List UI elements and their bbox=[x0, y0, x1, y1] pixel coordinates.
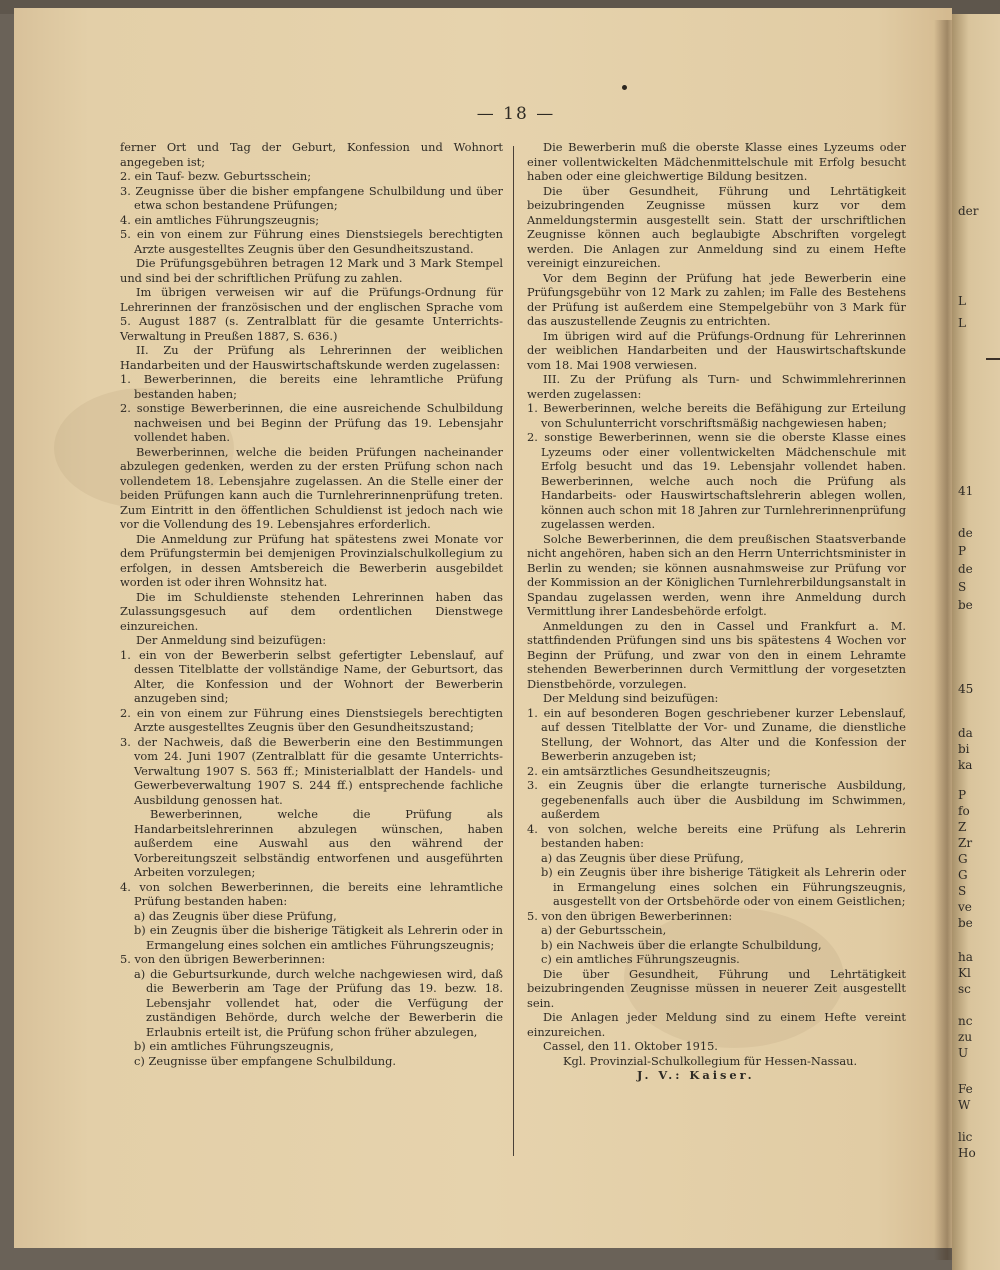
adjacent-page-fragment: zu bbox=[958, 1030, 973, 1044]
adjacent-page-fragment: Ho bbox=[958, 1146, 976, 1160]
adjacent-page-fragment: de bbox=[958, 562, 973, 576]
adjacent-page-fragment: be bbox=[958, 598, 973, 612]
paragraph: Die Anlagen jeder Meldung sind zu einem Hefte vereint einzureichen. bbox=[527, 1010, 906, 1039]
adjacent-page-fragment: ka bbox=[958, 758, 973, 772]
sub-list-item: b) ein Nachweis über die erlangte Schulbildung, bbox=[541, 937, 822, 952]
adjacent-page-fragment: P bbox=[958, 544, 967, 558]
left-column bbox=[120, 140, 503, 1068]
page-number: — 18 — bbox=[476, 104, 556, 124]
paragraph: Im übrigen wird auf die Prüfungs-Ordnung für Lehrerinnen der weiblichen Handarbeiten und der Hauswirtschaftskunde vom 18. Mai 1908 verwiesen. bbox=[527, 328, 906, 372]
section-heading: II. Zu der Prüfung als Lehrerinnen der weiblichen Handarbeiten und der Hauswirtschaftskunde werden zugelassen: bbox=[120, 343, 503, 372]
paragraph: Solche Bewerberinnen, die dem preußischen Staatsverbande nicht angehören, haben sich an den Herrn Unterrichtsminister in Berlin zu wenden; sie können ausnahmsweise zur Prüfung vor der Kommission an der Königlichen Turnlehrerbildungsanstalt in Spandau zugelassen werden, wenn ihre Anmeldung durch Vermittlung ihrer Landesbehörde erfolgt. bbox=[527, 531, 906, 618]
sub-list-item: b) ein amtliches Führungszeugnis, bbox=[134, 1039, 334, 1053]
adjacent-page-fragment: S bbox=[958, 580, 967, 594]
paragraph: Die Bewerberin muß die oberste Klasse eines Lyzeums oder einer vollentwickelten Mädchenmittelschule mit Erfolg besucht haben oder eine gleichwertige Bildung besitzen. bbox=[527, 140, 906, 183]
paragraph: Die Prüfungsgebühren betragen 12 Mark und 3 Mark Stempel und sind bei der schriftlichen Prüfung zu zahlen. bbox=[120, 256, 503, 285]
adjacent-page-fragment: W bbox=[958, 1098, 971, 1112]
adjacent-page-fragment: ve bbox=[958, 900, 972, 914]
paragraph: ferner Ort und Tag der Geburt, Konfession und Wohnort angegeben ist; bbox=[120, 140, 503, 169]
list-item: 1. ein von der Bewerberin selbst gefertigter Lebenslauf, auf dessen Titelblatte der vollständige Name, der Geburtsort, das Alter, die Konfession und der Wohnort der Bewerberin anzugeben sind; bbox=[120, 647, 503, 705]
list-item: 2. ein Tauf- bezw. Geburtsschein; bbox=[120, 169, 312, 183]
adjacent-page-fragment: Kl bbox=[958, 966, 971, 980]
adjacent-page-edge bbox=[952, 14, 1000, 1270]
paragraph: Bewerberinnen, welche die beiden Prüfungen nacheinander abzulegen gedenken, werden zu der ersten Prüfung schon nach vollendetem 18. Lebensjahre zugelassen. An die Stelle einer der beiden Prüfungen kann auch die Turnlehrerinnenprüfung treten. Zum Eintritt in den öffentlichen Schuldienst ist jedoch nach wie vor die Vollendung des 19. Lebensjahres erforderlich. bbox=[120, 444, 503, 531]
paragraph: Der Anmeldung sind beizufügen: bbox=[136, 633, 327, 647]
signature-name: J. V.: Kaiser. bbox=[637, 1068, 755, 1082]
paragraph: Die Anmeldung zur Prüfung hat spätestens zwei Monate vor dem Prüfungstermin bei demjenigen Provinzialschulkollegium zu erfolgen, in dessen Amtsbereich die Bewerberin ausgebildet worden ist oder ihren Wohnsitz hat. bbox=[120, 531, 503, 589]
list-item: 5. von den übrigen Bewerberinnen: bbox=[120, 952, 326, 966]
list-item: 2. sonstige Bewerberinnen, die eine ausreichende Schulbildung nachweisen und bei Beginn der Prüfung das 19. Lebensjahr vollendet haben. bbox=[120, 401, 503, 444]
sub-list-item: a) der Geburtsschein, bbox=[541, 923, 667, 937]
sub-list-item: a) die Geburtsurkunde, durch welche nachgewiesen wird, daß die Bewerberin am Tage der Prüfung das 19. bezw. 18. Lebensjahr vollendet hat, oder die Verfügung der zuständigen Behörde, durch welche der Bewerberin die Erlaubnis erteilt ist, die Prüfung schon früher abzulegen, bbox=[134, 966, 503, 1039]
paragraph: Die im Schuldienste stehenden Lehrerinnen haben das Zulassungsgesuch auf dem ordentlichen Dienstwege einzureichen. bbox=[120, 589, 503, 633]
signature-authority: Kgl. Provinzial-Schulkollegium für Hessen-Nassau. bbox=[563, 1053, 858, 1068]
paragraph: Anmeldungen zu den in Cassel und Frankfurt a. M. stattfindenden Prüfungen sind uns bis spätestens 4 Wochen vor Beginn der Prüfung, und zwar von den in einem Lehramte stehenden Bewerberinnen durch Vermittlung der vorgesetzten Dienstbehörde, vorzulegen. bbox=[527, 618, 906, 691]
right-column bbox=[527, 140, 906, 1083]
adjacent-page-fragment: be bbox=[958, 916, 973, 930]
adjacent-page-fragment: nc bbox=[958, 1014, 973, 1028]
adjacent-page-fragment: 41 bbox=[958, 484, 974, 498]
list-item: 2. sonstige Bewerberinnen, wenn sie die oberste Klasse eines Lyzeums oder einer vollentwickelten Mädchenschule mit Erfolg besucht und das 19. Lebensjahr vollendet haben. Bewerberinnen, welche auch noch die Prüfung als Handarbeits- oder Hauswirtschaftslehrerin ablegen wollen, können auch schon mit 18 Jahren zur Turnlehrerinnenprüfung zugelassen werden. bbox=[527, 430, 906, 531]
adjacent-page-fragment: S bbox=[958, 884, 967, 898]
list-item: 4. von solchen Bewerberinnen, die bereits eine lehramtliche Prüfung bestanden haben: bbox=[120, 879, 503, 908]
paragraph: Bewerberinnen, welche die Prüfung als Handarbeitslehrerinnen abzulegen wünschen, haben außerdem eine Auswahl aus den während der Vorbereitungszeit selbständig entworfenen und ausgeführten Arbeiten vorzulegen; bbox=[134, 807, 503, 879]
sub-list-item: a) das Zeugnis über diese Prüfung, bbox=[541, 850, 744, 865]
adjacent-page-fragment: P bbox=[958, 788, 967, 802]
adjacent-page-fragment: da bbox=[958, 726, 973, 740]
list-item: 3. ein Zeugnis über die erlangte turnerische Ausbildung, gegebenenfalls auch über die Ausbildung im Schwimmen, außerdem bbox=[527, 778, 906, 821]
paragraph: Die über Gesundheit, Führung und Lehrtätigkeit beizubringenden Zeugnisse müssen kurz vor dem Anmeldungstermin ausgestellt sein. Statt der urschriftlichen Zeugnisse können auch beglaubigte Abschriften vorgelegt werden. Die Anlagen zur Anmeldung sind zu einem Hefte vereinigt einzureichen. bbox=[527, 183, 906, 270]
list-item: 1. Bewerberinnen, welche bereits die Befähigung zur Erteilung von Schulunterricht vorschriftsmäßig nachgewiesen haben; bbox=[527, 401, 906, 430]
paragraph: Vor dem Beginn der Prüfung hat jede Bewerberin eine Prüfungsgebühr von 12 Mark zu zahlen; im Falle des Bestehens der Prüfung ist außerdem eine Stempelgebühr von 3 Mark für das auszustellende Zeugnis zu entrichten. bbox=[527, 270, 906, 328]
adjacent-page-fragment: Z bbox=[958, 820, 967, 834]
adjacent-page-fragment: 45 bbox=[958, 682, 974, 696]
adjacent-page-fragment: der bbox=[958, 204, 979, 218]
list-item: 4. ein amtliches Führungszeugnis; bbox=[120, 212, 320, 227]
adjacent-page-fragment: sc bbox=[958, 982, 971, 996]
paragraph: Die über Gesundheit, Führung und Lehrtätigkeit beizubringenden Zeugnisse müssen in neuerer Zeit ausgestellt sein. bbox=[527, 966, 906, 1010]
adjacent-page-fragment: L bbox=[958, 316, 966, 330]
section-heading: III. Zu der Prüfung als Turn- und Schwimmlehrerinnen werden zugelassen: bbox=[527, 372, 906, 401]
list-item: 2. ein amtsärztliches Gesundheitszeugnis; bbox=[527, 763, 771, 778]
sub-list-item: b) ein Zeugnis über ihre bisherige Tätigkeit als Lehrerin oder in Ermangelung eines solchen ein Führungszeugnis, ausgestellt von der Ortsbehörde oder von einem Geistlichen; bbox=[541, 865, 906, 908]
sub-list-item: a) das Zeugnis über diese Prüfung, bbox=[134, 908, 337, 923]
adjacent-page-fragment: ha bbox=[958, 950, 973, 964]
paragraph: Der Meldung sind beizufügen: bbox=[543, 691, 719, 705]
sub-list-item: b) ein Zeugnis über die bisherige Tätigkeit als Lehrerin oder in Ermangelung eines solchen ein amtliches Führungszeugnis; bbox=[134, 923, 503, 952]
adjacent-page-fragment: U bbox=[958, 1046, 969, 1060]
adjacent-page-fragment: fo bbox=[958, 804, 970, 818]
adjacent-page-fragment: G bbox=[958, 868, 968, 882]
list-item: 1. ein auf besonderen Bogen geschriebener kurzer Lebenslauf, auf dessen Titelblatte der Vor- und Zuname, die dienstliche Stellung, der Wohnort, das Alter und die Konfession der Bewerberin anzugeben ist; bbox=[527, 705, 906, 763]
list-item: 5. ein von einem zur Führung eines Dienstsiegels berechtigten Arzte ausgestelltes Zeugnis über den Gesundheitszustand. bbox=[120, 227, 503, 256]
adjacent-page-fragment: de bbox=[958, 526, 973, 540]
list-item: 2. ein von einem zur Führung eines Dienstsiegels berechtigten Arzte ausgestelltes Zeugnis über den Gesundheitszustand; bbox=[120, 705, 503, 734]
adjacent-page-fragment: lic bbox=[958, 1130, 973, 1144]
column-divider bbox=[513, 146, 514, 1156]
list-item: 4. von solchen, welche bereits eine Prüfung als Lehrerin bestanden haben: bbox=[527, 821, 906, 850]
adjacent-page-rule bbox=[986, 358, 1000, 360]
sub-list-item: c) Zeugnisse über empfangene Schulbildung. bbox=[134, 1053, 397, 1068]
list-item: 5. von den übrigen Bewerberinnen: bbox=[527, 908, 733, 923]
adjacent-page-fragment: bi bbox=[958, 742, 970, 756]
adjacent-page-fragment: G bbox=[958, 852, 968, 866]
list-item: 3. der Nachweis, daß die Bewerberin eine den Bestimmungen vom 24. Juni 1907 (Zentralblatt für die gesamte Unterrichts-Verwaltung 1907 S. 563 ff.; Ministerialblatt der Handels- und Gewerbeverwaltung 1907 S. 244 ff.) entsprechende fachliche Ausbildung genossen hat. bbox=[120, 734, 503, 807]
adjacent-page-fragment: Zr bbox=[958, 836, 973, 850]
sub-list-item: c) ein amtliches Führungszeugnis. bbox=[541, 952, 740, 966]
adjacent-page-fragment: Fe bbox=[958, 1082, 973, 1096]
list-item: 3. Zeugnisse über die bisher empfangene Schulbildung und über etwa schon bestandene Prüfungen; bbox=[120, 183, 503, 212]
list-item: 1. Bewerberinnen, die bereits eine lehramtliche Prüfung bestanden haben; bbox=[120, 372, 503, 401]
paragraph: Im übrigen verweisen wir auf die Prüfungs-Ordnung für Lehrerinnen der französischen und der englischen Sprache vom 5. August 1887 (s. Zentralblatt für die gesamte Unterrichts-Verwaltung in Preußen 1887, S. 636.) bbox=[120, 285, 503, 343]
date-line: Cassel, den 11. Oktober 1915. bbox=[543, 1039, 718, 1053]
punch-mark bbox=[622, 85, 627, 90]
adjacent-page-fragment: L bbox=[958, 294, 966, 308]
